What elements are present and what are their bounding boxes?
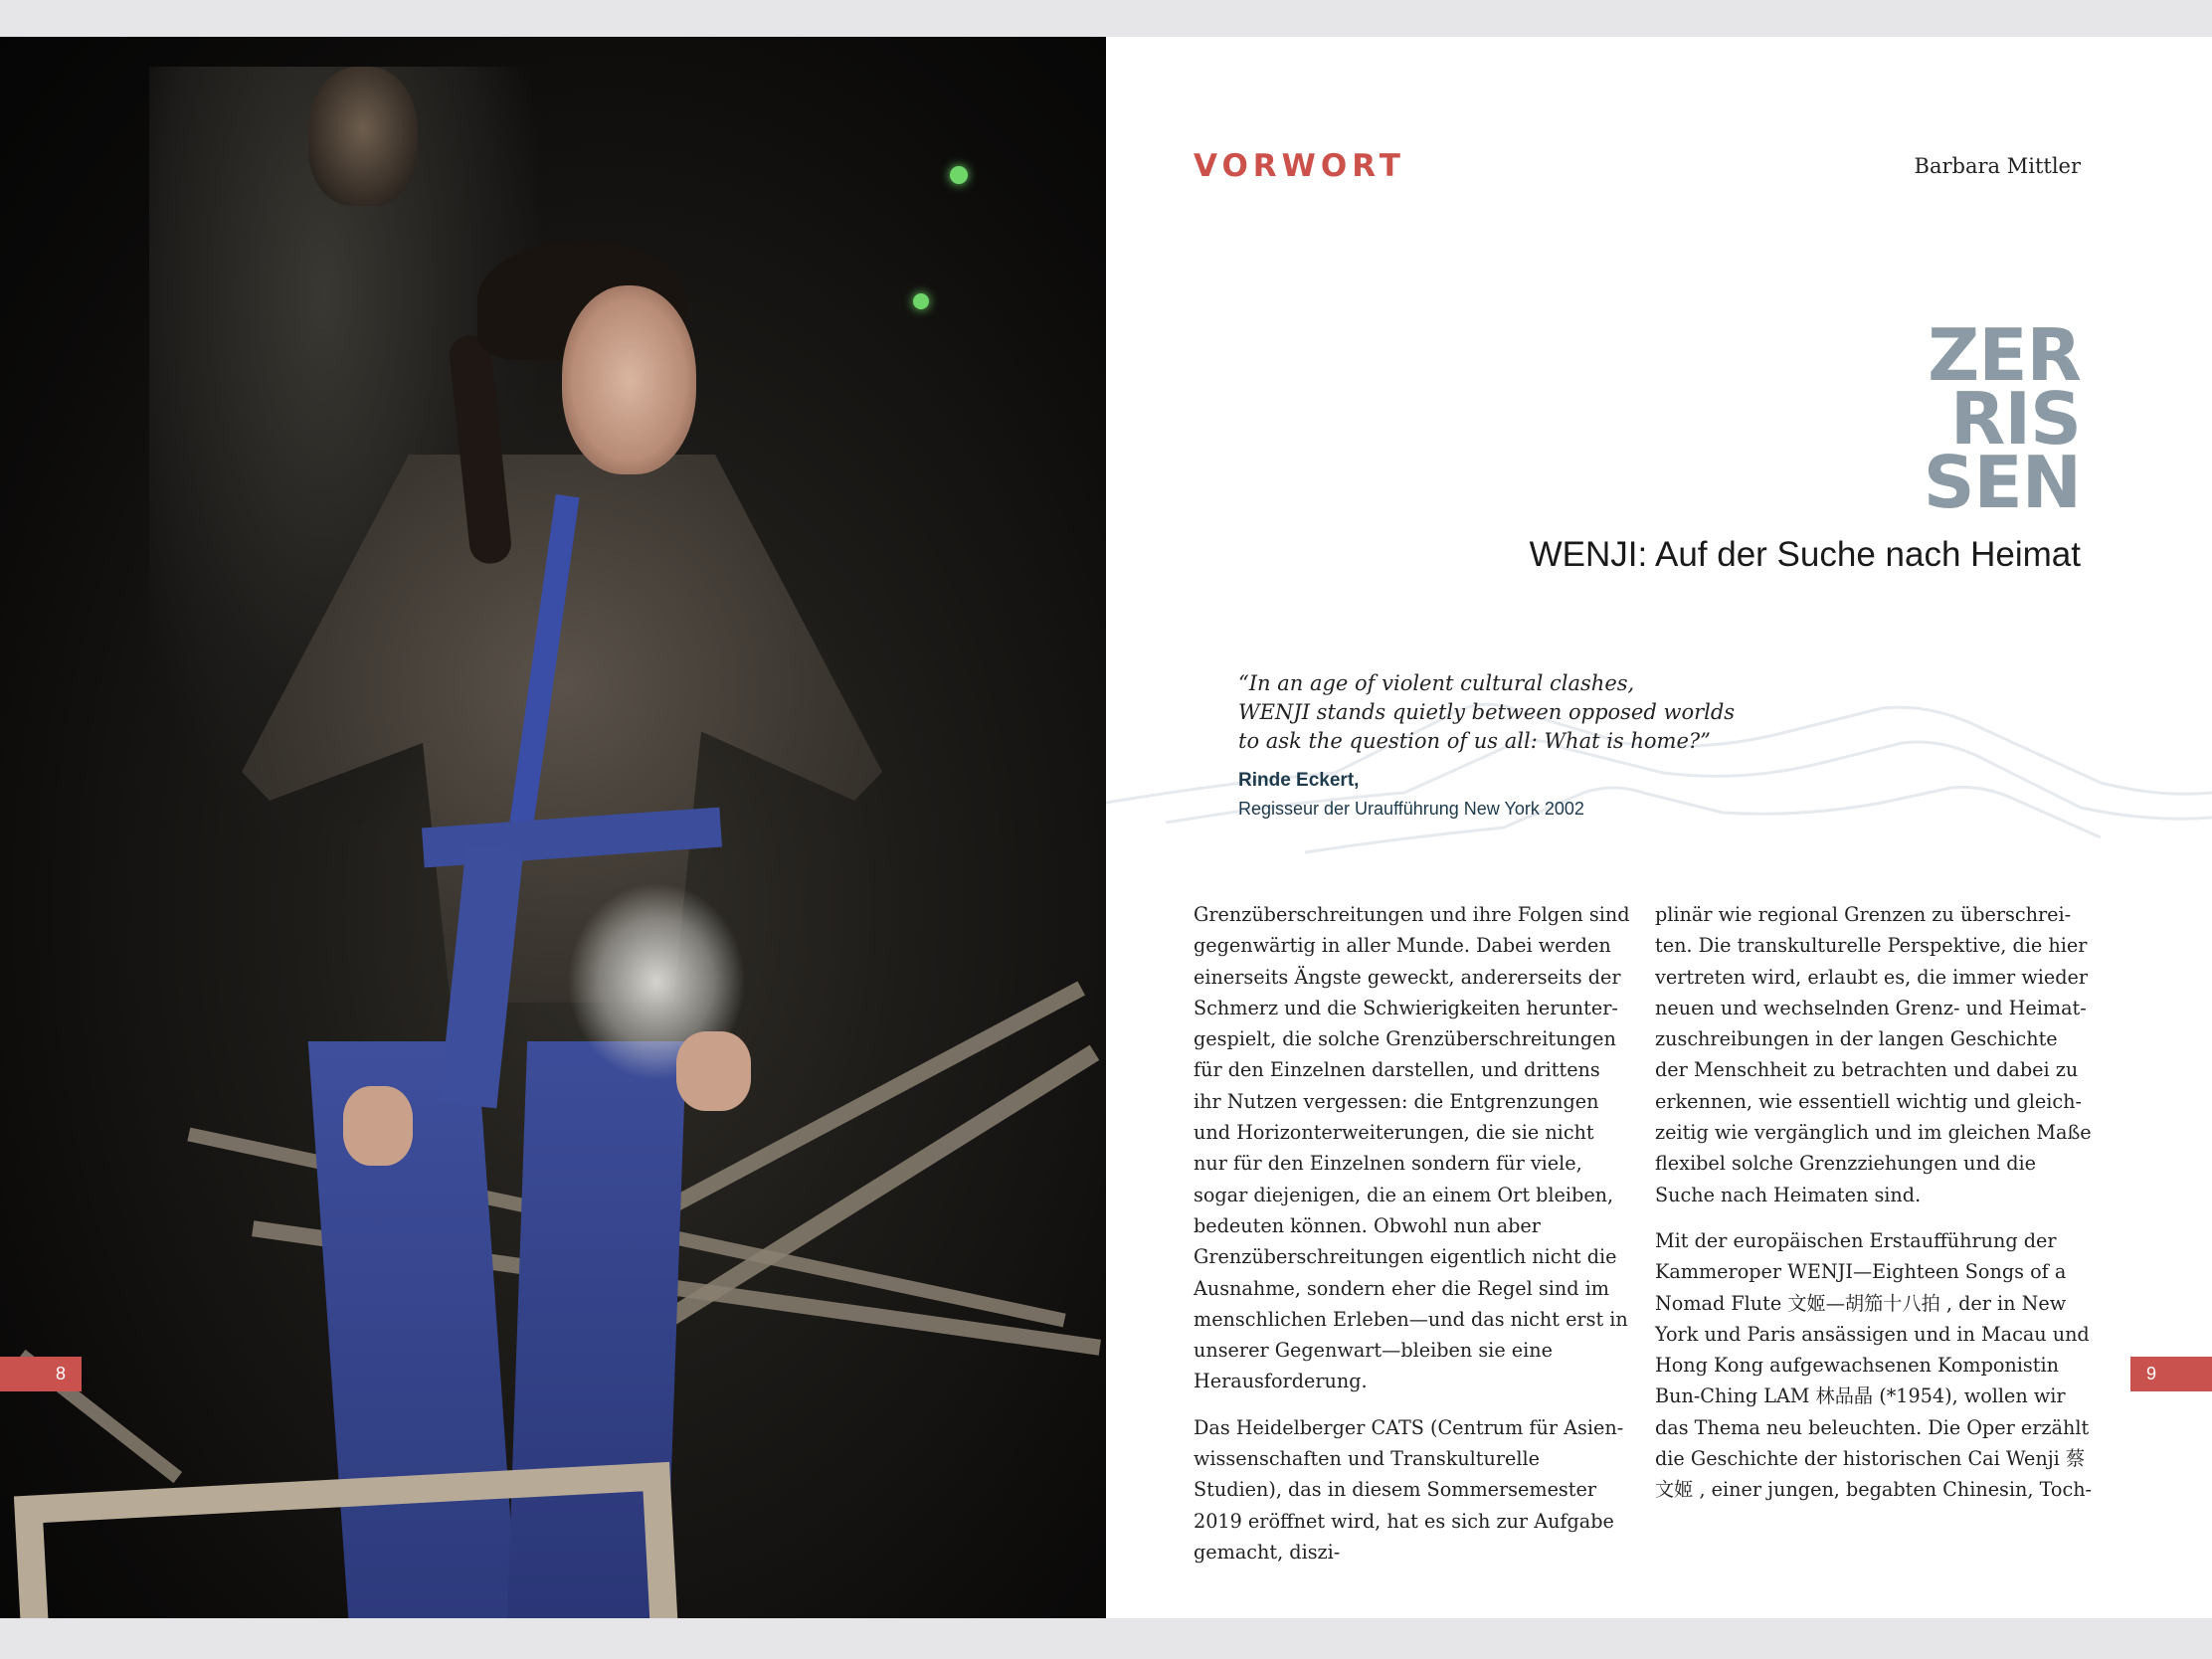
body-column-1 [1194, 899, 1631, 1582]
stage-light [950, 166, 968, 184]
title-line: SEN [1923, 441, 2081, 524]
magazine-spread [0, 37, 2212, 1618]
quote-line: “In an age of violent cultural clashes, [1238, 671, 1635, 695]
article-title [1923, 313, 2081, 524]
quote-author: Rinde Eckert, [1238, 770, 1360, 791]
quote-line: WENJI stands quietly between opposed worlds [1238, 700, 1736, 724]
background-actor-head [308, 67, 418, 206]
body-paragraph: Grenzüberschreitungen und ihre Folgen sind gegenwärtig in aller Munde. Dabei werden einerseits Ängste geweckt, andererseits der Schmerz und die Schwierigkeiten heruntergespielt, die solche Grenzüberschreitungen für den Einzelnen darstellen, und drittens ihr Nutzen vergessen: die Entgrenzungen und Horizonterweiterungen, die sie nicht nur für den Einzelnen sondern für viele, sogar diejenigen, die an einem Ort bleiben, bedeuten können. Obwohl nun aber Grenzüberschreitungen eigentlich nicht die Ausnahme, sondern eher die Regel sind im menschlichen Erleben—und das nicht erst in unserer Gegenwart—bleiben sie eine Herausforderung. [1194, 903, 1630, 1393]
body-paragraph: Das Heidelberger CATS (Centrum für Asienwissenschaften und Transkulturelle Studien), das in diesem Sommersemester 2019 eröffnet wird, hat es sich zur Aufgabe gemacht, diszi- [1194, 1415, 1624, 1564]
article-subtitle: WENJI: Auf der Suche nach Heimat [1529, 535, 2081, 574]
section-label: VORWORT [1194, 148, 1405, 184]
pull-quote [1238, 669, 1755, 756]
performer-face [562, 285, 696, 474]
author-name: Barbara Mittler [1914, 154, 2081, 178]
body-paragraph: Mit der europäischen Erstaufführung der Kammeroper WENJI—Eighteen Songs of a Nomad Flute 文姬—胡笳十八拍 , der in New York und Paris ansässigen und in Macau und Hong Kong aufgewachsenen Komponistin Bun-Ching LAM 林品晶 (*1954), wollen wir das Thema neu beleuchten. Die Oper erzählt die Geschichte der historischen Cai Wenji 蔡 文姬 , einer jungen, begabten Chinesin, Toch- [1655, 1228, 2093, 1502]
page-number-left: 8 [0, 1357, 82, 1391]
wooden-box-frame [14, 1462, 682, 1618]
quote-line: to ask the question of us all: What is home?” [1238, 729, 1711, 753]
page-number-right: 9 [2130, 1357, 2212, 1391]
body-paragraph: plinär wie regional Grenzen zu überschreiten. Die transkulturelle Perspektive, die hier vertreten wird, erlaubt es, die immer wieder neuen und wechselnden Grenz- und Heimatzuschreibungen in der langen Geschichte der Menschheit zu betrachten und dabei zu erkennen, wie essentiell wichtig und gleichzeitig wie vergänglich und im gleichen Maße flexibel solche Grenzziehungen und die Suche nach Heimaten sind. [1655, 903, 2092, 1206]
body-column-2 [1655, 899, 2093, 1521]
stage-light [913, 293, 929, 309]
quote-author-role: Regisseur der Uraufführung New York 2002 [1238, 799, 1584, 819]
title-line: ZER [1928, 313, 2081, 397]
title-line: RIS [1949, 377, 2081, 461]
performer-hand [676, 1031, 751, 1111]
performer-hand [343, 1086, 413, 1166]
stage-photo [0, 37, 1106, 1618]
